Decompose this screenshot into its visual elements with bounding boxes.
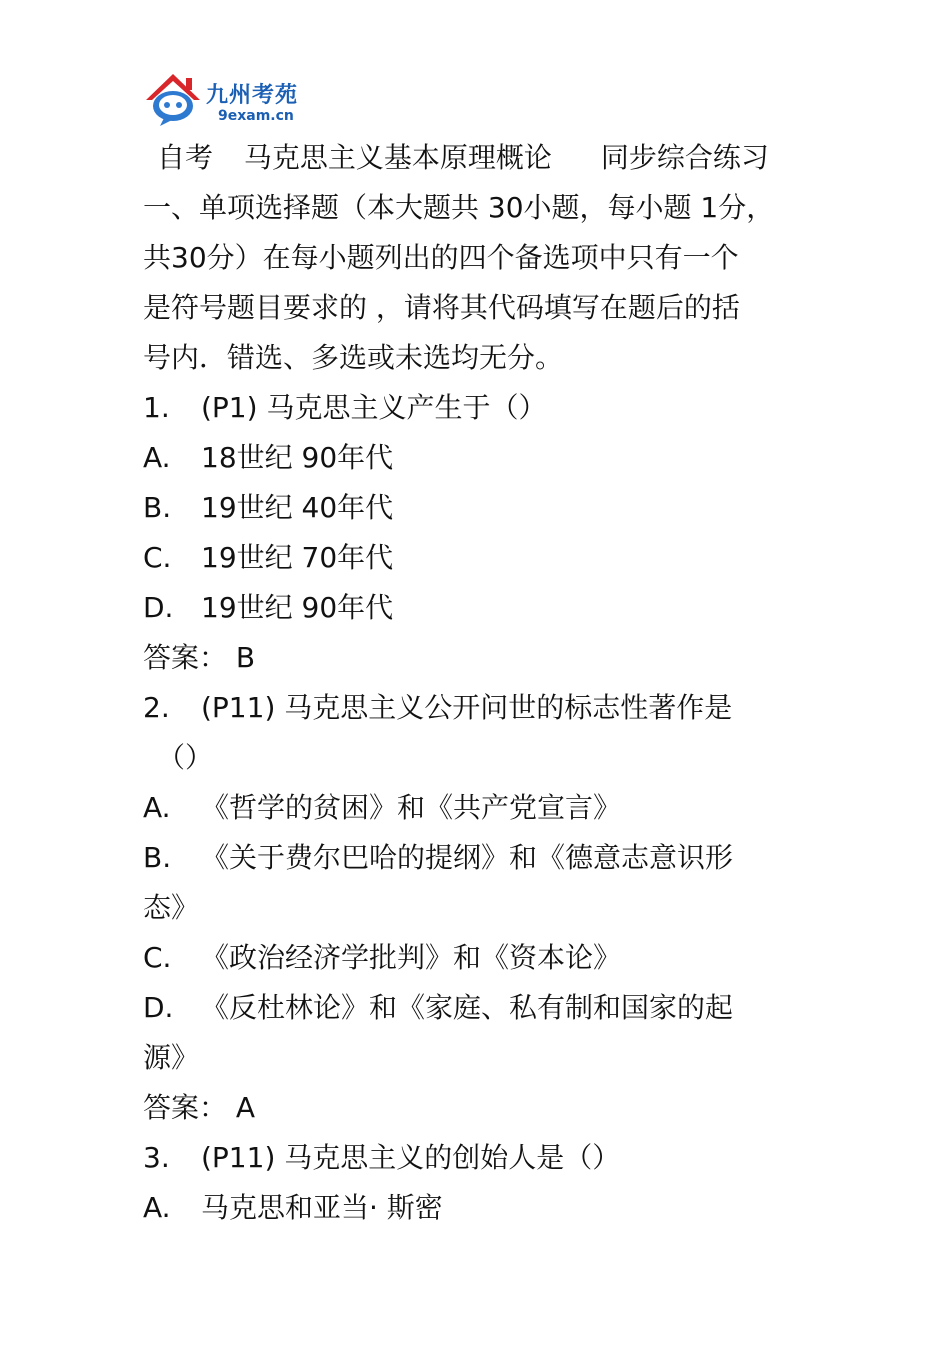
instructions-line: 号内．错选、多选或未选均无分。 xyxy=(143,341,564,374)
logo-house-icon xyxy=(142,70,204,128)
question-3 xyxy=(143,1133,793,1183)
page-title xyxy=(143,133,793,183)
option-c xyxy=(143,933,793,983)
option-a xyxy=(143,1183,793,1233)
option-text-cont: 态》 xyxy=(143,891,200,924)
option-text: 《哲学的贫困》和《共产党宣言》 xyxy=(201,791,622,824)
option-key: C. xyxy=(143,541,172,574)
option-key: A. xyxy=(143,441,171,474)
option-text: 19世纪 70年代 xyxy=(201,541,394,574)
option-text: 《关于费尔巴哈的提纲》和《德意志意识形 xyxy=(201,841,734,874)
option-b xyxy=(143,833,793,883)
option-text: 《政治经济学批判》和《资本论》 xyxy=(201,941,622,974)
option-d xyxy=(143,983,793,1033)
option-key: C. xyxy=(143,941,172,974)
option-key: B. xyxy=(143,491,172,524)
option-text-cont: 源》 xyxy=(143,1041,200,1074)
option-d xyxy=(143,583,793,633)
logo-brand: 九州考苑 xyxy=(206,83,299,108)
answer-line: 答案： B xyxy=(143,641,256,674)
document-body xyxy=(143,133,793,1233)
option-text: 19世纪 40年代 xyxy=(201,491,394,524)
question-text: (P1) 马克思主义产生于（） xyxy=(201,391,547,424)
question-text: (P11) 马克思主义的创始人是（） xyxy=(201,1141,621,1174)
answer-line: 答案： A xyxy=(143,1091,256,1124)
option-key: A. xyxy=(143,1191,171,1224)
option-key: B. xyxy=(143,841,172,874)
option-key: D. xyxy=(143,591,174,624)
option-b xyxy=(143,483,793,533)
question-1 xyxy=(143,383,793,433)
question-text-cont: （） xyxy=(157,741,214,774)
instructions-line: 一、单项选择题（本大题共 30小题，每小题 1分， xyxy=(143,191,775,224)
logo-site: 9exam.cn xyxy=(218,108,294,124)
option-text: 18世纪 90年代 xyxy=(201,441,394,474)
option-c xyxy=(143,533,793,583)
option-key: A. xyxy=(143,791,171,824)
option-text: 《反杜林论》和《家庭、私有制和国家的起 xyxy=(201,991,734,1024)
question-number: 1. xyxy=(143,391,170,424)
option-key: D. xyxy=(143,991,174,1024)
question-number: 3. xyxy=(143,1141,170,1174)
title-part-2: 马克思主义基本原理概论 xyxy=(243,141,552,174)
question-number: 2. xyxy=(143,691,170,724)
title-part-1: 自考 xyxy=(157,141,214,174)
option-text: 马克思和亚当· 斯密 xyxy=(201,1191,443,1224)
option-text: 19世纪 90年代 xyxy=(201,591,394,624)
title-part-3: 同步综合练习 xyxy=(600,141,769,174)
logo xyxy=(142,70,306,128)
instructions-line: 是符号题目要求的 ，请将其代码填写在题后的括 xyxy=(143,291,740,324)
option-a xyxy=(143,433,793,483)
question-text: (P11) 马克思主义公开问世的标志性著作是 xyxy=(201,691,733,724)
question-2 xyxy=(143,683,793,733)
option-a xyxy=(143,783,793,833)
instructions-line: 共30分）在每小题列出的四个备选项中只有一个 xyxy=(143,241,739,274)
